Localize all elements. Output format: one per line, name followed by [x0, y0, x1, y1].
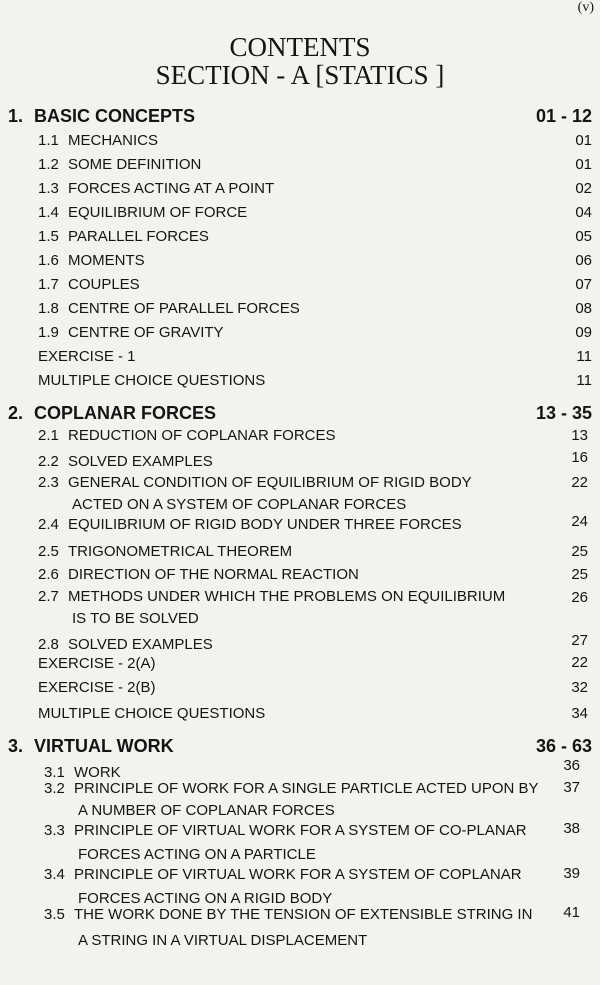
entry-number: 1.2 [38, 156, 59, 173]
entry-number: 1.3 [38, 180, 59, 197]
entry-title: PRINCIPLE OF VIRTUAL WORK FOR A SYSTEM OF COPLANAR [74, 866, 522, 883]
entry-title: GENERAL CONDITION OF EQUILIBRIUM OF RIGID BODY [68, 474, 472, 491]
entry-number: 3.4 [44, 866, 65, 883]
entry-title: EQUILIBRIUM OF FORCE [68, 204, 248, 221]
toc-entry-continuation [72, 610, 199, 627]
toc-entry [38, 348, 136, 365]
toc-entry [38, 679, 156, 696]
toc-entry [38, 427, 336, 444]
entry-title: FORCES ACTING ON A RIGID BODY [78, 890, 333, 907]
entry-number: 2.3 [38, 474, 59, 491]
toc-entry-continuation [78, 890, 332, 907]
chapter-heading [8, 403, 216, 424]
toc-entry [38, 252, 145, 269]
toc-entry-continuation [78, 932, 367, 949]
toc-entry [38, 204, 247, 221]
toc-entry [44, 780, 539, 797]
entry-title: PRINCIPLE OF VIRTUAL WORK FOR A SYSTEM OF CO-PLANAR [74, 822, 527, 839]
toc-entry [38, 566, 359, 583]
toc-entry [44, 764, 121, 781]
entry-page-number: 24 [571, 513, 588, 530]
entry-number: 1.9 [38, 324, 59, 341]
entry-number: 1.8 [38, 300, 59, 317]
toc-entry [38, 228, 209, 245]
entry-title: IS TO BE SOLVED [72, 610, 199, 627]
entry-page-number: 04 [575, 204, 592, 221]
toc-entry-continuation [78, 802, 335, 819]
toc-entry [38, 324, 224, 341]
entry-title: SOME DEFINITION [68, 156, 202, 173]
entry-title: TRIGONOMETRICAL THEOREM [68, 543, 293, 560]
toc-entry [38, 372, 265, 389]
entry-title: EXERCISE - 1 [38, 348, 136, 365]
entry-title: FORCES ACTING ON A PARTICLE [78, 846, 316, 863]
entry-page-number: 13 [571, 427, 588, 444]
entry-page-number: 01 [575, 132, 592, 149]
entry-title: THE WORK DONE BY THE TENSION OF EXTENSIBLE STRING IN [74, 906, 533, 923]
chapter-number: 1. [8, 106, 24, 126]
entry-number: 2.6 [38, 566, 59, 583]
section-heading: SECTION - A [STATICS ] [155, 60, 445, 90]
entry-title: MULTIPLE CHOICE QUESTIONS [38, 705, 266, 722]
entry-number: 3.3 [44, 822, 65, 839]
entry-page-number: 16 [571, 449, 588, 466]
entry-page-number: 08 [575, 300, 592, 317]
entry-page-number: 38 [563, 820, 580, 837]
toc-entry [38, 516, 462, 533]
entry-page-number: 26 [571, 589, 588, 606]
entry-page-number: 02 [575, 180, 592, 197]
entry-page-number: 27 [571, 632, 588, 649]
toc-entry [38, 474, 472, 491]
entry-number: 1.4 [38, 204, 59, 221]
entry-title: FORCES ACTING AT A POINT [68, 180, 275, 197]
chapter-number: 2. [8, 403, 24, 423]
chapter-title: VIRTUAL WORK [34, 736, 174, 756]
entry-page-number: 39 [563, 865, 580, 882]
entry-number: 1.7 [38, 276, 59, 293]
entry-page-number: 25 [571, 566, 588, 583]
entry-number: 2.7 [38, 588, 59, 605]
chapter-page-range: 13 - 35 [535, 403, 592, 423]
entry-number: 2.4 [38, 516, 59, 533]
entry-page-number: 22 [571, 474, 588, 491]
entry-title: MECHANICS [68, 132, 159, 149]
entry-page-number: 25 [571, 543, 588, 560]
entry-page-number: 07 [575, 276, 592, 293]
toc-entry [38, 705, 265, 722]
chapter-heading [8, 106, 195, 127]
entry-title: A STRING IN A VIRTUAL DISPLACEMENT [78, 932, 368, 949]
entry-number: 2.8 [38, 636, 59, 653]
entry-number: 1.6 [38, 252, 59, 269]
toc-entry [38, 636, 213, 653]
entry-page-number: 36 [563, 757, 580, 774]
entry-number: 3.5 [44, 906, 65, 923]
entry-number: 2.2 [38, 453, 59, 470]
toc-entry [44, 866, 522, 883]
entry-title: METHODS UNDER WHICH THE PROBLEMS ON EQUILIBRIUM [68, 588, 506, 605]
toc-entry [38, 453, 213, 470]
toc-entry [44, 906, 532, 923]
chapter-page-range: 36 - 63 [535, 736, 592, 756]
page-number-mark: (v) [577, 0, 594, 15]
entry-title: MULTIPLE CHOICE QUESTIONS [38, 372, 266, 389]
entry-title: COUPLES [68, 276, 140, 293]
entry-title: EXERCISE - 2(A) [38, 655, 156, 672]
entry-title: MOMENTS [68, 252, 145, 269]
entry-number: 2.1 [38, 427, 59, 444]
entry-page-number: 32 [571, 679, 588, 696]
toc-entry [38, 300, 300, 317]
entry-title: SOLVED EXAMPLES [68, 453, 213, 470]
chapter-title: COPLANAR FORCES [34, 403, 217, 423]
entry-page-number: 09 [575, 324, 592, 341]
entry-number: 1.5 [38, 228, 59, 245]
entry-title: ACTED ON A SYSTEM OF COPLANAR FORCES [72, 496, 407, 513]
toc-entry [44, 822, 527, 839]
chapter-number: 3. [8, 736, 24, 756]
toc-entry [38, 543, 292, 560]
entry-title: EQUILIBRIUM OF RIGID BODY UNDER THREE FORCES [68, 516, 462, 533]
entry-page-number: 34 [571, 705, 588, 722]
entry-title: WORK [74, 764, 121, 781]
entry-page-number: 11 [576, 348, 592, 365]
entry-number: 2.5 [38, 543, 59, 560]
entry-title: EXERCISE - 2(B) [38, 679, 156, 696]
toc-entry [38, 180, 274, 197]
entry-title: SOLVED EXAMPLES [68, 636, 213, 653]
entry-page-number: 05 [575, 228, 592, 245]
toc-entry [38, 156, 201, 173]
toc-entry [38, 132, 158, 149]
entry-page-number: 37 [563, 779, 580, 796]
entry-number: 3.2 [44, 780, 65, 797]
entry-title: PARALLEL FORCES [68, 228, 209, 245]
chapter-page-range: 01 - 12 [535, 106, 592, 126]
entry-title: PRINCIPLE OF WORK FOR A SINGLE PARTICLE ACTED UPON BY [74, 780, 539, 797]
toc-entry [38, 276, 140, 293]
toc-entry-continuation [78, 846, 316, 863]
chapter-heading [8, 736, 174, 757]
toc-entry [38, 588, 505, 605]
entry-page-number: 06 [575, 252, 592, 269]
entry-title: CENTRE OF GRAVITY [68, 324, 224, 341]
chapter-title: BASIC CONCEPTS [34, 106, 196, 126]
toc-entry [38, 655, 156, 672]
entry-page-number: 41 [563, 904, 580, 921]
entry-title: A NUMBER OF COPLANAR FORCES [78, 802, 335, 819]
entry-title: CENTRE OF PARALLEL FORCES [68, 300, 300, 317]
entry-page-number: 22 [571, 654, 588, 671]
entry-title: DIRECTION OF THE NORMAL REACTION [68, 566, 359, 583]
entry-page-number: 01 [575, 156, 592, 173]
contents-heading: CONTENTS [229, 32, 371, 62]
entry-number: 3.1 [44, 764, 65, 781]
toc-entry-continuation [72, 496, 406, 513]
entry-page-number: 11 [576, 372, 592, 389]
entry-number: 1.1 [38, 132, 59, 149]
entry-title: REDUCTION OF COPLANAR FORCES [68, 427, 336, 444]
